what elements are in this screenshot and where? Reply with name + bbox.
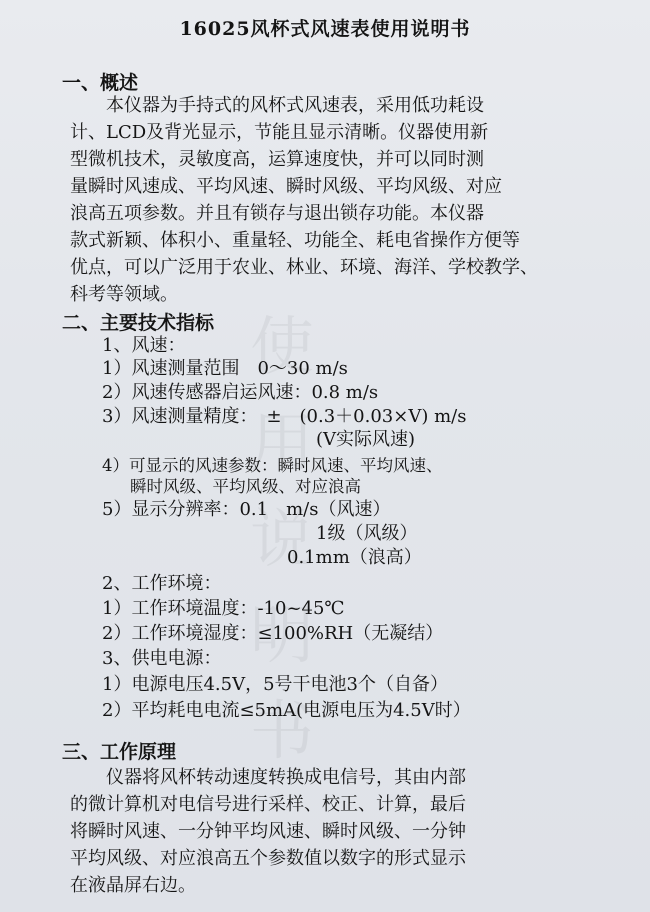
document-title: 16025风杯式风速表使用说明书	[179, 18, 471, 40]
overview-line: 计、LCD及背光显示，节能且显示清晰。仪器使用新	[70, 122, 489, 143]
overview-line: 优点，可以广泛用于农业、林业、环境、海洋、学校教学、	[70, 257, 538, 278]
spec-item: 5）显示分辨率：0.1 m/s（风速）	[102, 499, 391, 520]
overview-line: 型微机技术，灵敏度高，运算速度快，并可以同时测	[70, 149, 484, 170]
principle-line: 在液晶屏右边。	[70, 875, 196, 896]
spec-item: 1）风速测量范围 0～30 m/s	[102, 358, 348, 379]
principle-line: 的微计算机对电信号进行采样、校正、计算，最后	[70, 794, 466, 815]
principle-line: 平均风级、对应浪高五个参数值以数字的形式显示	[70, 848, 466, 869]
principle-line: 将瞬时风速、一分钟平均风速、瞬时风级、一分钟	[70, 821, 466, 842]
background-watermark: 使 用 说 明 书	[250, 311, 314, 769]
overview-line: 浪高五项参数。并且有锁存与退出锁存功能。本仪器	[70, 203, 484, 224]
spec-item-cont: 1级（风级）	[316, 523, 418, 544]
spec-item-cont: 0.1mm（浪高）	[287, 547, 422, 568]
overview-line: 款式新颖、体积小、重量轻、功能全、耗电省操作方便等	[70, 230, 520, 251]
spec-item: 1）工作环境温度：-10~45℃	[102, 598, 345, 619]
spec-group-label: 3、供电电源：	[102, 648, 222, 669]
spec-item: 1）电源电压4.5V，5号干电池3个（自备）	[102, 674, 448, 695]
section-specs-heading: 二、主要技术指标	[62, 312, 215, 334]
spec-item: 3）风速测量精度： ± (0.3＋0.03×V) m/s	[102, 406, 467, 427]
overview-line: 科考等领域。	[70, 284, 178, 305]
spec-item: 4）可显示的风速参数：瞬时风速、平均风速、	[102, 456, 443, 475]
spec-group-label: 1、风速：	[102, 335, 186, 356]
spec-item: 2）平均耗电电流≤5mA(电源电压为4.5V时）	[102, 700, 471, 721]
overview-line: 本仪器为手持式的风杯式风速表，采用低功耗设	[106, 95, 484, 116]
principle-line: 仪器将风杯转动速度转换成电信号，其由内部	[106, 767, 466, 788]
section-overview-heading: 一、概述	[62, 72, 139, 94]
spec-item-note: (V实际风速)	[316, 429, 416, 450]
spec-group-label: 2、工作环境：	[102, 573, 222, 594]
section-principle-heading: 三、工作原理	[62, 741, 177, 763]
spec-item: 2）风速传感器启运风速：0.8 m/s	[102, 382, 379, 403]
spec-item-cont: 瞬时风级、平均风级、对应浪高	[130, 477, 361, 496]
spec-item: 2）工作环境湿度：≤100%RH（无凝结）	[102, 623, 444, 644]
overview-line: 量瞬时风速成、平均风速、瞬时风级、平均风级、对应	[70, 176, 502, 197]
